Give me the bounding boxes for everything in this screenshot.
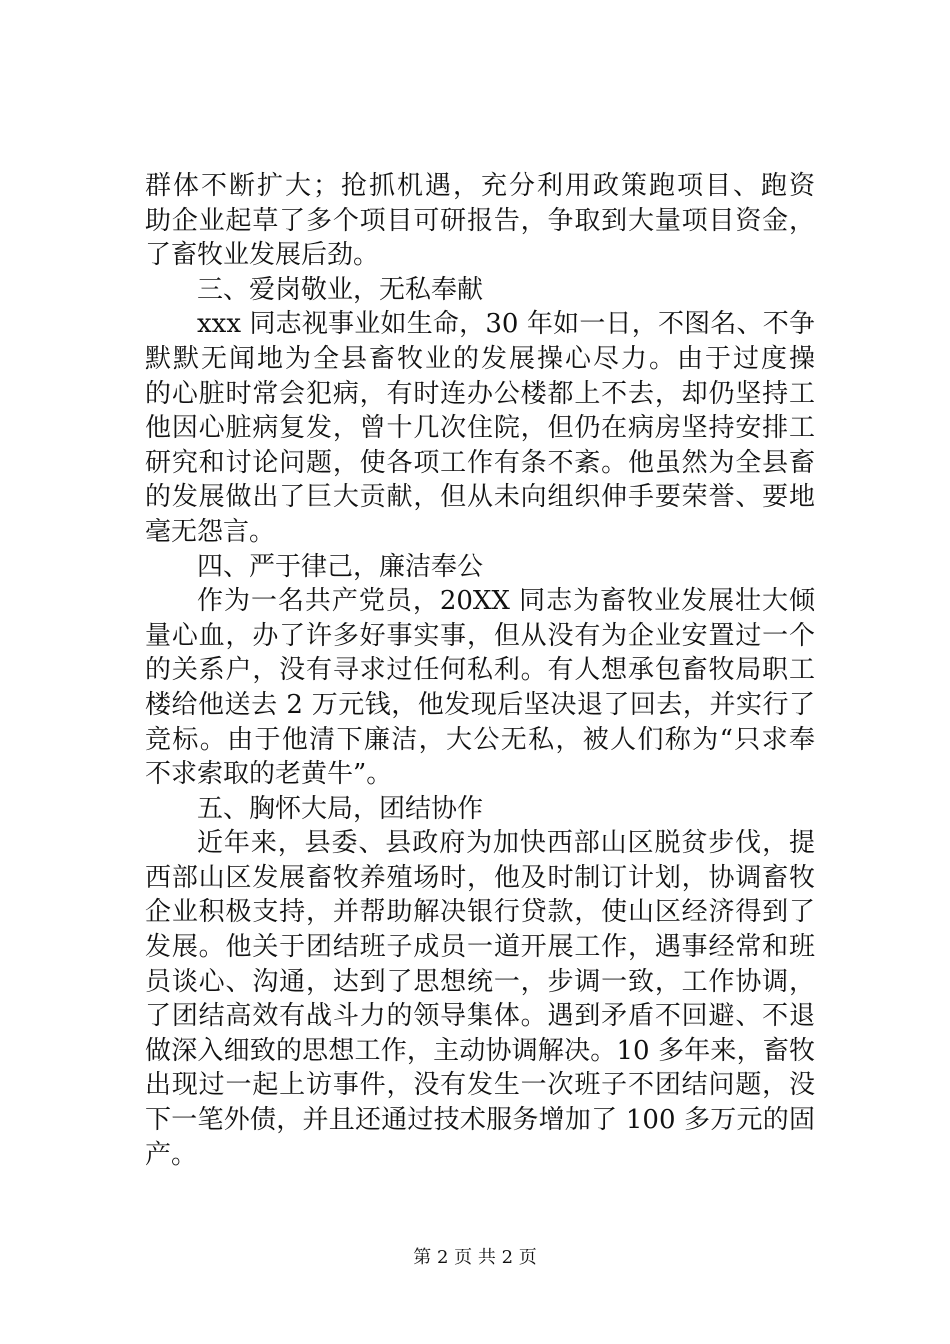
text-line: 毫无怨言。 [145,516,276,547]
section-heading: 五、胸怀大局，团结协作 [197,793,484,824]
text-line: 默默无闻地为全县畜牧业的发展操心尽力。由于过度操 [145,343,815,374]
text-line: 发展。他关于团结班子成员一道开展工作，遇事经常和班 [145,932,815,963]
text-line: 量心血，办了许多好事实事，但从没有为企业安置过一个 [145,620,815,651]
text-line: 研究和讨论问题，使各项工作有条不紊。他虽然为全县畜 [145,447,815,478]
text-line: 群体不断扩大；抢抓机遇，充分利用政策跑项目、跑资 [145,171,815,201]
text-line: 不求索取的老黄牛”。 [145,759,393,790]
text-line: 助企业起草了多个项目可研报告，争取到大量项目资金， [145,205,815,236]
section-heading: 四、严于律己，廉洁奉公 [197,551,484,582]
page-footer: 第 2 页 共 2 页 [413,1247,537,1268]
text-line: 楼给他送去 2 万元钱，他发现后坚决退了回去，并实行了 [145,689,815,720]
text-line: 了团结高效有战斗力的领导集体。遇到矛盾不回避、不退 [145,1001,815,1032]
text-line: 西部山区发展畜牧养殖场时，他及时制订计划，协调畜牧 [145,862,815,893]
text-line: 做深入细致的思想工作，主动协调解决。10 多年来，畜牧 [145,1035,815,1066]
text-line: 作为一名共产党员，20XX 同志为畜牧业发展壮大倾 [197,586,815,617]
text-line: 了畜牧业发展后劲。 [145,240,380,271]
text-line: 员谈心、沟通，达到了思想统一，步调一致，工作协调， [145,966,815,997]
section-heading: 三、爱岗敬业，无私奉献 [197,274,484,305]
text-line: 的心脏时常会犯病，有时连办公楼都上不去，却仍坚持工 [145,378,815,409]
text-line: 出现过一起上访事件，没有发生一次班子不团结问题，没 [145,1070,815,1101]
text-line: xxx 同志视事业如生命，30 年如一日，不图名、不争 [197,309,815,340]
text-line: 他因心脏病复发，曾十几次住院，但仍在病房坚持安排工 [145,413,815,444]
text-line: 的关系户，没有寻求过任何私利。有人想承包畜牧局职工 [145,655,815,686]
text-line: 企业积极支持，并帮助解决银行贷款，使山区经济得到了 [145,897,815,928]
text-line: 的发展做出了巨大贡献，但从未向组织伸手要荣誉、要地 [145,482,815,513]
text-line: 下一笔外债，并且还通过技术服务增加了 100 多万元的固 [145,1105,815,1136]
text-line: 近年来，县委、县政府为加快西部山区脱贫步伐，提 [197,828,815,859]
text-line: 产。 [145,1139,198,1170]
document-body [145,169,815,1172]
text-line: 竞标。由于他清下廉洁，大公无私，被人们称为“只求奉 [145,724,815,755]
